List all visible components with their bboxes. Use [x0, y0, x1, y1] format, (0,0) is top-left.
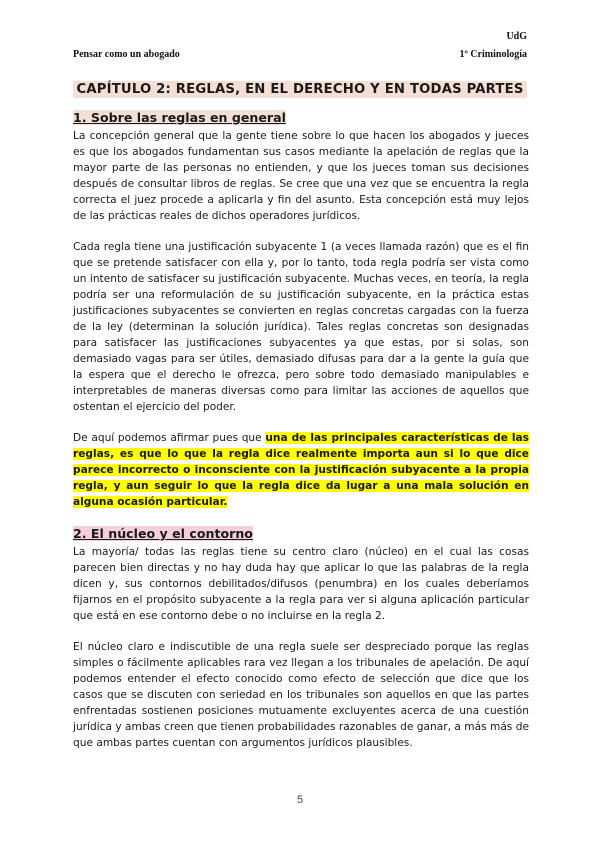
section-heading-reglas-generales: 1. Sobre las reglas en general	[73, 110, 286, 125]
chapter-title-container	[0, 78, 600, 98]
header-degree: 1º Criminología	[459, 49, 527, 60]
chapter-title: CAPÍTULO 2: REGLAS, EN EL DERECHO Y EN TODAS PARTES	[73, 81, 526, 98]
highlight-intro-text: De aquí podemos afirmar pues que	[73, 432, 266, 444]
highlighted-key-statement: una de las principales características de las reglas, es que lo que la regla dice realmente importa aun si lo que dice parece incorrecto o inconsciente con la justificación subyacente a la propia regla, y aun seguir lo que la regla dice da lugar a una mala solución en alguna ocasión particular.	[73, 432, 529, 508]
paragraph-caracteristicas-reglas	[73, 430, 529, 510]
paragraph-efecto-seleccion: El núcleo claro e indiscutible de una regla suele ser despreciado porque las reglas simples o fácilmente aplicables rara vez llegan a los tribunales de apelación. De aquí podemos entender el efecto conocido como efecto de selección que dice que los casos que se discuten con seriedad en los tribunales son aquellos en que las partes enfrentadas sostienen posiciones mutuamente excluyentes acerca de una cuestión jurídica y ambas creen que tienen probabilidades razonables de ganar, a más más de que ambas partes cuentan con argumentos jurídicos plausibles.	[73, 641, 529, 749]
page-number: 5	[296, 794, 304, 806]
header-course-title: Pensar como un abogado	[73, 49, 180, 60]
paragraph-nucleo-penumbra: La mayoría/ todas las reglas tiene su centro claro (núcleo) en el cual las cosas parecen bien directas y no hay duda hay que aplicar lo que las palabras de la regla dicen y, sus contornos debilitados/difusos (penumbra) en los cuales deberíamos fijarnos en el propósito subyacente a la regla para ver si alguna aplicación particular que está en ese contorno debe o no incluirse en la regla 2.	[73, 546, 529, 622]
header-university: UdG	[506, 31, 527, 42]
paragraph-justificacion-subyacente: Cada regla tiene una justificación subyacente 1 (a veces llamada razón) que es el fin que se pretende satisfacer con ella y, por lo tanto, toda regla podría ser vista como un intento de satisfacer su justificación subyacente. Muchas veces, en teoría, la regla podría ser una reformulación de su justificación subyacente, en la práctica estas justificaciones subyacentes se convierten en reglas concretas cargadas con la fuerza de la ley (determinan la solución jurídica). Tales reglas concretas son designadas para satisfacer las justificaciones subyacentes ya que estas, por si solas, son demasiado vagas para ser útiles, demasiado difusas para dar a la gente la guía que la espera que el derecho le ofrezca, pero sobre todo demasiado manipulables e interpretables de maneras diversas como para limitar las acciones de aquellos que ostentan el ejercicio del poder.	[73, 241, 529, 413]
paragraph-concepcion-general: La concepción general que la gente tiene sobre lo que hacen los abogados y jueces es que los abogados fundamentan sus casos mediante la apelación de reglas que la mayor parte de las personas no entienden, y que los jueces toman sus decisiones después de consultar libros de reglas. Se cree que una vez que se encuentra la regla correcta el juez procede a aplicarla y fin del asunto. Esta concepción está muy lejos de las prácticas reales de dichos operadores jurídicos.	[73, 130, 529, 222]
section-heading-nucleo-contorno: 2. El núcleo y el contorno	[73, 526, 253, 541]
